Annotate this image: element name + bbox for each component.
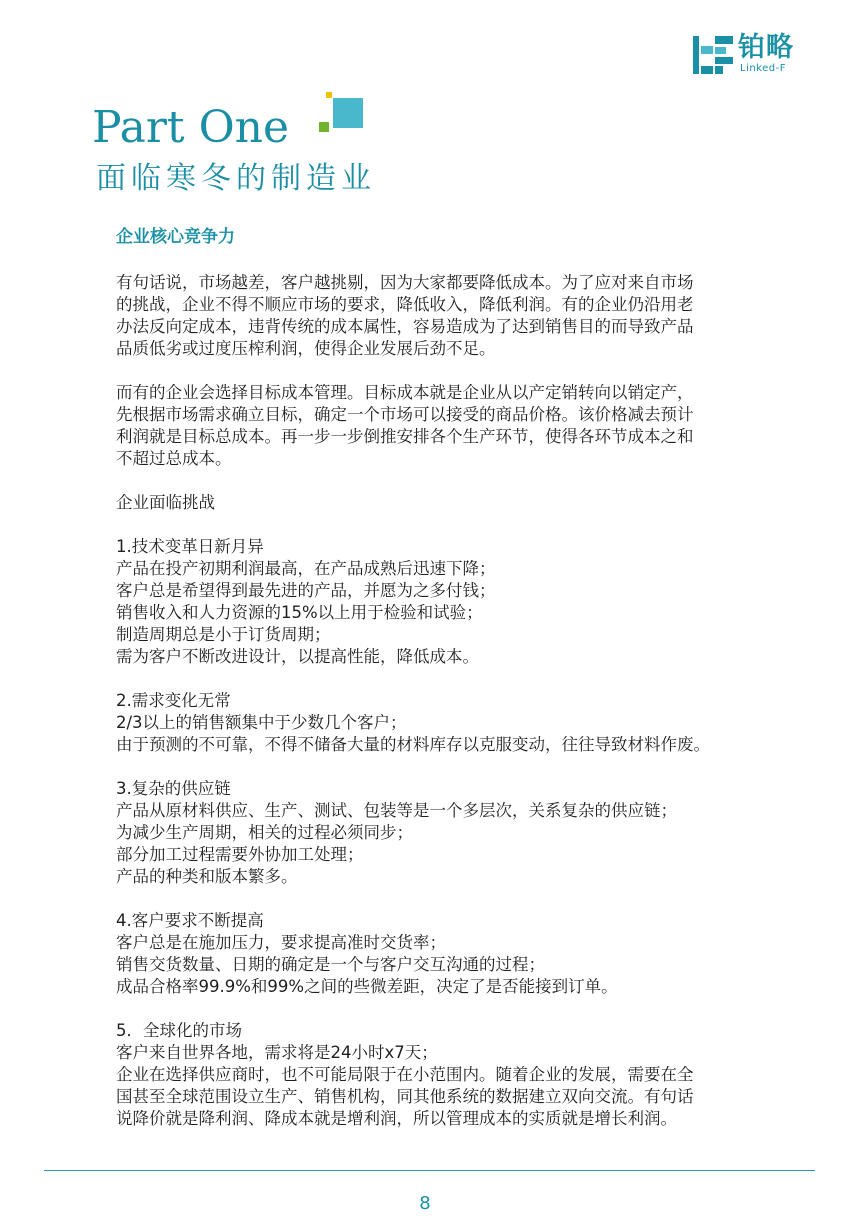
challenge-3: 3.复杂的供应链 产品从原材料供应、生产、测试、包装等是一个多层次，关系复杂的供应链； 为减少生产周期，相关的过程必须同步； 部分加工过程需要外协加工处理； 产品的种类和版本繁多。: [116, 779, 677, 886]
challenge-4: 4.客户要求不断提高 客户总是在施加压力，要求提高准时交货率； 销售交货数量、日期的确定是一个与客户交互沟通的过程； 成品合格率99.9%和99%之间的些微差距，决定了是否能接到订单。: [116, 911, 618, 996]
logo-mark-icon: [693, 36, 733, 74]
challenge-1: 1.技术变革日新月异 产品在投产初期利润最高，在产品成熟后迅速下降； 客户总是希望得到最先进的产品，并愿为之多付钱； 销售收入和人力资源的15%以上用于检验和试验； 制造周期总是小于订货周期； 需为客户不断改进设计，以提高性能，降低成本。: [116, 537, 496, 666]
challenges-heading: 企业面临挑战: [116, 493, 215, 512]
intro-paragraph-2: 而有的企业会选择目标成本管理。目标成本就是企业从以产定销转向以销定产， 先根据市场需求确立目标，确定一个市场可以接受的商品价格。该价格减去预计 利润就是目标总成本。再一步一步倒推安排各个生产环节，使得各环节成本之和 不超过总成本。: [116, 383, 694, 468]
part-title: Part One: [92, 102, 290, 153]
challenge-5: 5．全球化的市场 客户来自世界各地，需求将是24小时x7天； 企业在选择供应商时，也不可能局限于在小范围内。随着企业的发展，需要在全 国甚至全球范围设立生产、销售机构，同其他系统的数据建立双向交流。有句话 说降价就是降利润、降成本就是增利润，所以管理成本的实质就是增长利润。: [116, 1021, 694, 1128]
green-square: [319, 122, 329, 132]
brand-logo: [693, 32, 813, 76]
article-body: [116, 226, 736, 1152]
decorative-squares-icon: [316, 88, 366, 144]
brand-name-en: Linked-F: [740, 63, 786, 74]
footer-divider: [44, 1170, 815, 1171]
brand-name-cn: 铂略: [738, 32, 794, 63]
part-subtitle: 面临寒冬的制造业: [96, 161, 376, 196]
intro-paragraph-1: 有句话说，市场越差，客户越挑剔，因为大家都要降低成本。为了应对来自市场 的挑战，企业不得不顺应市场的要求，降低收入，降低利润。有的企业仍沿用老 办法反向定成本，违背传统的成本属性，容易造成为了达到销售目的而导致产品 品质低劣或过度压榨利润，使得企业发展后劲不足。: [116, 273, 694, 358]
page-number: 8: [419, 1193, 431, 1214]
section-heading: 企业核心竞争力: [116, 227, 235, 247]
yellow-square: [326, 92, 332, 98]
challenge-2: 2.需求变化无常 2/3以上的销售额集中于少数几个客户； 由于预测的不可靠，不得不储备大量的材料库存以克服变动，往往导致材料作废。: [116, 691, 710, 754]
cyan-square: [333, 98, 363, 128]
